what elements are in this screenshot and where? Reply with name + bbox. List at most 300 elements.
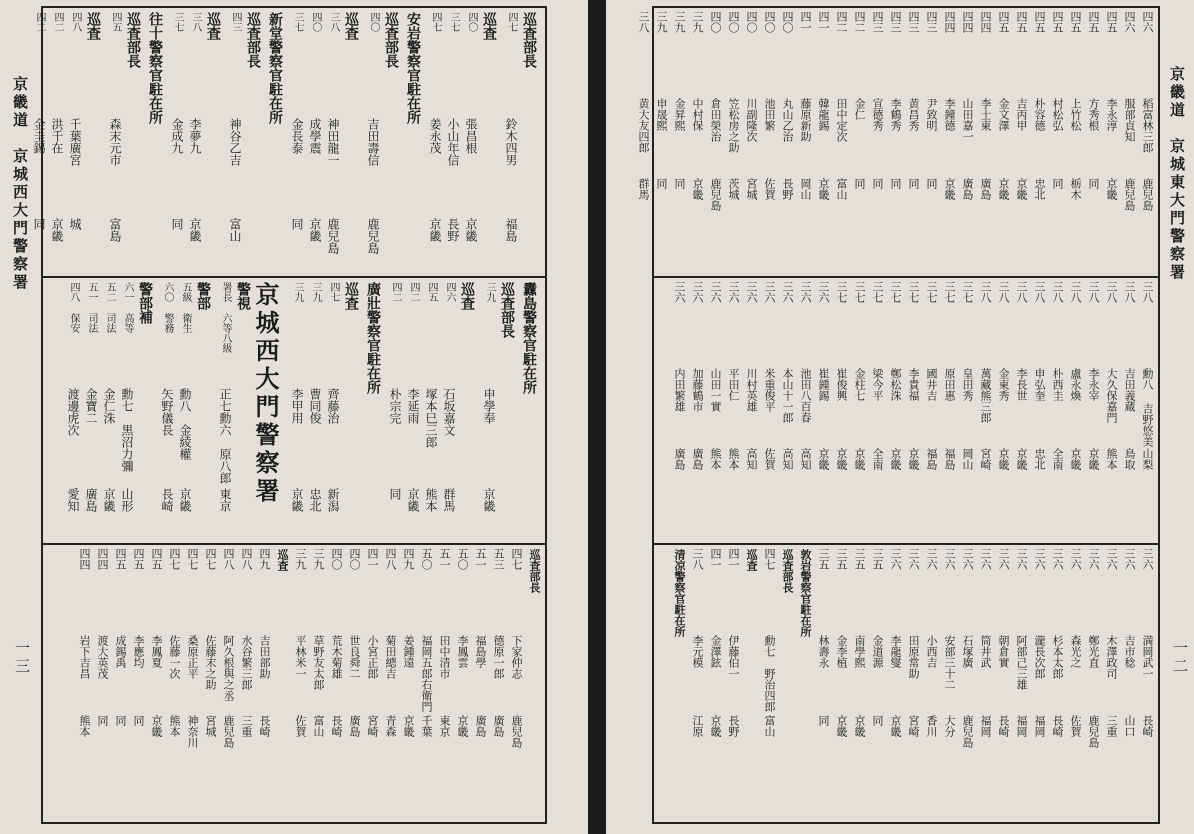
home-prefecture: 京畿: [997, 448, 1010, 470]
person-name: 森末元市: [108, 118, 122, 166]
age-number: 三七: [871, 281, 884, 303]
person-name: 金昇熙: [673, 98, 686, 131]
home-prefecture: 廣島: [961, 178, 974, 200]
age-number: 四二: [835, 11, 848, 33]
age-number: 三九: [294, 548, 307, 570]
person-name: 平林米一: [294, 635, 307, 679]
person-name: 田中定次: [835, 98, 848, 142]
home-prefecture: 廣島: [84, 488, 98, 512]
roster-entry: [472, 545, 487, 820]
person-name: 米重俊平: [763, 368, 776, 412]
heading-text: 京城西大門警察署: [251, 282, 280, 506]
person-name: 金文澤: [997, 98, 1010, 131]
person-name: 黄大友四郎: [637, 98, 650, 153]
age-number: 三七: [925, 281, 938, 303]
person-name: 金仁洙: [102, 388, 116, 424]
home-prefecture: 京畿: [464, 218, 478, 242]
roster-entry: [995, 8, 1010, 276]
person-name: 平田仁: [727, 368, 740, 401]
roster-entry: [1139, 278, 1154, 542]
roster-entry: [177, 278, 193, 542]
home-prefecture: 鹿兒島: [222, 715, 235, 748]
home-prefecture: 同: [853, 178, 866, 189]
person-name: 森光之: [1069, 635, 1082, 668]
home-prefecture: 全南: [871, 448, 884, 470]
age-number: 三八: [328, 12, 339, 32]
home-prefecture: 同: [889, 178, 902, 189]
section-heading: [365, 278, 385, 542]
roster-entry: [101, 278, 117, 542]
roster-entry: [779, 278, 794, 542]
roster-entry: [959, 545, 974, 820]
age-number: 三九: [655, 11, 668, 33]
age-number: 四七: [168, 548, 181, 570]
age-number: 三六: [817, 281, 830, 303]
home-prefecture: 同: [673, 178, 686, 189]
age-number: 四五: [132, 548, 145, 570]
age-number: 三六: [943, 548, 956, 570]
age-number: 四七: [506, 12, 517, 32]
roster-entry: [851, 8, 866, 276]
age-number: 四一: [799, 11, 812, 33]
age-number: 四〇: [330, 548, 343, 570]
person-name: 南學熙: [853, 635, 866, 668]
home-prefecture: 福島: [943, 448, 956, 470]
age-number: 四〇: [368, 12, 379, 32]
person-name: 川村英雄: [745, 368, 758, 412]
home-prefecture: 三重: [1105, 715, 1118, 737]
person-name: 金圭錫: [32, 118, 46, 154]
home-prefecture: 群馬: [637, 178, 650, 200]
roster-entry: [148, 545, 163, 820]
home-prefecture: 同: [388, 488, 402, 500]
roster-entry: [1085, 278, 1100, 542]
roster-entry: [310, 545, 325, 820]
home-prefecture: 長野: [781, 178, 794, 200]
margin-title: 京畿道 京城西大門警察署: [11, 76, 29, 292]
section-heading: [267, 8, 287, 276]
person-name: 金柱七: [853, 368, 866, 401]
home-prefecture: 福島: [925, 448, 938, 470]
roster-entry: [689, 545, 704, 820]
person-name: 矢野儀長: [160, 388, 174, 436]
roster-entry: [423, 278, 439, 542]
section-heading: [383, 8, 403, 276]
roster-entry: [1031, 8, 1046, 276]
home-prefecture: 群馬: [442, 488, 456, 512]
home-prefecture: 江原: [691, 715, 704, 737]
person-name: 金長泰: [290, 118, 304, 154]
home-prefecture: 全南: [1051, 448, 1064, 470]
person-name: 鈴木四男: [504, 118, 518, 166]
age-number: 四〇: [745, 11, 758, 33]
person-name: 水谷繁三郎: [240, 635, 253, 690]
home-prefecture: 京畿: [1015, 178, 1028, 200]
left-frame: [32, 6, 547, 824]
age-number: 四三: [925, 11, 938, 33]
section-heading: [137, 278, 157, 542]
home-prefecture: 廣島: [979, 178, 992, 200]
roster-entry: [941, 278, 956, 542]
person-name: 内田繁雄: [673, 368, 686, 412]
age-number: 三六: [1015, 548, 1028, 570]
person-name: 丸山乙治: [781, 98, 794, 142]
age-number: 四五: [1033, 11, 1046, 33]
roster-entry: [227, 8, 243, 276]
person-name: 齊藤治: [326, 388, 340, 424]
heading-text: 警部補: [137, 282, 153, 324]
age-number: 四七: [186, 548, 199, 570]
section-heading: [147, 8, 167, 276]
age-number: 三六: [745, 281, 758, 303]
person-name: 杉本太郎: [1051, 635, 1064, 679]
heading-text: 巡査部長: [125, 12, 141, 68]
age-number: 四一: [709, 548, 722, 570]
home-prefecture: 同: [290, 218, 304, 230]
left-page: [0, 0, 588, 834]
home-prefecture: 東京: [438, 715, 451, 737]
home-prefecture: 忠北: [308, 488, 322, 512]
home-prefecture: 京畿: [943, 178, 956, 200]
age-number: 三七: [853, 281, 866, 303]
home-prefecture: 京畿: [188, 218, 202, 242]
roster-entry: [1013, 8, 1028, 276]
roster-entry: [1067, 8, 1082, 276]
roster-entry: [400, 545, 415, 820]
person-name: 勳八 吉野悠美: [1141, 368, 1154, 447]
age-number: 三六: [763, 281, 776, 303]
roster-entry: [743, 278, 758, 542]
roster-entry: [289, 8, 305, 276]
person-name: 宣德秀: [871, 98, 884, 131]
home-prefecture: 鹿兒島: [366, 218, 380, 254]
roster-entry: [436, 545, 451, 820]
person-name: 福島學: [474, 635, 487, 668]
person-name: 吉田部助: [258, 635, 271, 679]
person-name: 岩下吉昌: [78, 635, 91, 679]
age-number: 四〇: [466, 12, 477, 32]
section-heading: [499, 278, 519, 542]
home-prefecture: 同: [925, 178, 938, 189]
age-number: 五〇: [456, 548, 469, 570]
home-prefecture: 山梨: [1141, 448, 1154, 470]
home-prefecture: 廣島: [474, 715, 487, 737]
roster-entry: [671, 8, 686, 276]
roster-entry: [1049, 545, 1064, 820]
home-prefecture: 廣島: [348, 715, 361, 737]
person-name: 筒井武: [979, 635, 992, 668]
roster-entry: [779, 8, 794, 276]
home-prefecture: 大分: [943, 715, 956, 737]
roster-entry: [94, 545, 109, 820]
heading-text: 巡査: [85, 12, 101, 40]
home-prefecture: 同: [32, 218, 46, 230]
home-prefecture: 栃木: [1069, 178, 1082, 200]
roster-entry: [508, 545, 523, 820]
roster-entry: [1085, 545, 1100, 820]
section-heading: [343, 278, 363, 542]
home-prefecture: 鹿兒島: [709, 178, 722, 211]
age-number: 三六: [1051, 548, 1064, 570]
age-number: 四一: [727, 548, 740, 570]
person-name: 申晟熙: [655, 98, 668, 131]
age-number: 三六: [1087, 548, 1100, 570]
person-name: 桑原正平: [186, 635, 199, 679]
roster-entry: [83, 278, 99, 542]
heading-text: 廣壯警察官駐在所: [365, 282, 381, 394]
heading-text: 巡査: [745, 549, 758, 571]
age-number: 四五: [110, 12, 121, 32]
home-prefecture: 佐賀: [1069, 715, 1082, 737]
roster-entry: [707, 278, 722, 542]
roster-entry: [977, 278, 992, 542]
heading-text: 巡査: [459, 282, 475, 310]
age-number: 四五: [1069, 11, 1082, 33]
roster-entry: [418, 545, 433, 820]
section-heading: [245, 8, 265, 276]
person-name: 勳七 黒沼力彌: [120, 388, 134, 472]
heading-text: 巡査: [343, 12, 359, 40]
person-name: 渡大英茂: [96, 635, 109, 679]
section-heading: [195, 278, 215, 542]
roster-entry: [635, 8, 650, 276]
heading-text: 巡査: [481, 12, 497, 40]
roster-entry: [725, 8, 740, 276]
left-bottom-section: [43, 545, 545, 820]
age-number: 三六: [691, 281, 704, 303]
person-name: 川副隆次: [745, 98, 758, 142]
person-name: 正七勳六 原八郎: [218, 388, 232, 484]
age-number: 三六: [781, 281, 794, 303]
home-prefecture: 富山: [312, 715, 325, 737]
person-name: 金東秀: [997, 368, 1010, 401]
section-heading: [521, 8, 541, 276]
home-prefecture: 三重: [240, 715, 253, 737]
home-prefecture: 長崎: [160, 488, 174, 512]
person-name: 李延雨: [406, 388, 420, 424]
age-number: 三六: [907, 548, 920, 570]
section-heading: [526, 545, 541, 820]
home-prefecture: 京畿: [456, 715, 469, 737]
person-name: 稻富林三郎: [1141, 98, 1154, 153]
person-name: 村松弘: [1051, 98, 1064, 131]
home-prefecture: 忠北: [1033, 178, 1046, 200]
home-prefecture: 岡山: [961, 448, 974, 470]
home-prefecture: 京畿: [1069, 448, 1082, 470]
age-number: 四三: [907, 11, 920, 33]
home-prefecture: 京畿: [853, 448, 866, 470]
age-number: 四〇: [781, 11, 794, 33]
roster-entry: [761, 545, 776, 820]
home-prefecture: 岡山: [799, 178, 812, 200]
home-prefecture: 佐賀: [294, 715, 307, 737]
person-name: 盧永煥: [1069, 368, 1082, 401]
roster-entry: [833, 8, 848, 276]
age-number: 四九: [402, 548, 415, 570]
roster-entry: [405, 278, 421, 542]
roster-entry: [130, 545, 145, 820]
age-number: 四一: [366, 548, 379, 570]
section-heading: [481, 8, 501, 276]
home-prefecture: 新潟: [326, 488, 340, 512]
person-name: 姜永茂: [428, 118, 442, 154]
roster-entry: [346, 545, 361, 820]
age-number: 三八: [1069, 281, 1082, 303]
section-heading: [779, 545, 794, 820]
heading-text: 新堂警察官駐在所: [267, 12, 283, 124]
person-name: 金李植: [835, 635, 848, 668]
age-number: 三八: [691, 548, 704, 570]
home-prefecture: 鹿兒島: [510, 715, 523, 748]
age-number: 四三: [230, 12, 241, 32]
roster-entry: [851, 278, 866, 542]
home-prefecture: 京畿: [1087, 448, 1100, 470]
person-name: 世良舜二: [348, 635, 361, 679]
age-number: 六〇 警務: [162, 282, 173, 333]
person-name: 千葉廣宮: [68, 118, 82, 166]
home-prefecture: 福島: [504, 218, 518, 242]
person-name: 大久保嘉門: [1105, 368, 1118, 423]
person-name: 藤原新助: [799, 98, 812, 142]
age-number: 三七: [907, 281, 920, 303]
section-heading: [521, 278, 541, 542]
roster-entry: [905, 8, 920, 276]
roster-entry: [833, 545, 848, 820]
person-name: 菊田總吉: [384, 635, 397, 679]
person-name: 田中清市: [438, 635, 451, 679]
section-heading: [459, 278, 479, 542]
age-number: 四一: [817, 11, 830, 33]
person-name: 李甲用: [290, 388, 304, 424]
person-name: 福岡五郎右衛門: [420, 635, 433, 712]
heading-text: 巡査: [343, 282, 359, 310]
age-number: 三六: [889, 548, 902, 570]
person-name: 勳八 金綾權: [178, 388, 192, 460]
heading-text: 巡査: [205, 12, 221, 40]
roster-entry: [166, 545, 181, 820]
home-prefecture: 廣島: [492, 715, 505, 737]
heading-text: 清凉警察官駐在所: [673, 549, 686, 637]
home-prefecture: 佐賀: [763, 178, 776, 200]
roster-entry: [833, 278, 848, 542]
person-name: 李長世: [1015, 368, 1028, 401]
age-number: 四〇: [310, 12, 321, 32]
heading-text: 巡査: [276, 549, 289, 571]
roster-entry: [1013, 278, 1028, 542]
home-prefecture: 同: [871, 715, 884, 726]
roster-entry: [1067, 278, 1082, 542]
home-prefecture: 同: [1051, 178, 1064, 189]
person-name: 金成九: [170, 118, 184, 154]
age-number: 三八: [1087, 281, 1100, 303]
age-number: 三六: [1105, 548, 1118, 570]
age-number: 四四: [943, 11, 956, 33]
person-name: 李永宰: [1087, 368, 1100, 401]
age-number: 四五: [997, 11, 1010, 33]
age-number: 四五: [1105, 11, 1118, 33]
person-name: 荒木菊雄: [330, 635, 343, 679]
roster-entry: [725, 278, 740, 542]
section-heading: [274, 545, 289, 820]
section-heading: [205, 8, 225, 276]
age-number: 四二: [390, 282, 401, 302]
roster-entry: [1031, 545, 1046, 820]
roster-entry: [238, 545, 253, 820]
age-number: 四〇: [763, 11, 776, 33]
age-number: 四五: [150, 548, 163, 570]
roster-entry: [887, 545, 902, 820]
roster-entry: [1067, 545, 1082, 820]
person-name: 洪千在: [50, 118, 64, 154]
age-number: 三七: [943, 281, 956, 303]
age-number: 三六: [1141, 548, 1154, 570]
age-number: 六一 高等: [122, 282, 133, 333]
roster-entry: [923, 545, 938, 820]
person-name: 李鳳雲: [456, 635, 469, 668]
age-number: 署長 六等八級: [220, 282, 231, 353]
person-name: 本山十一郎: [781, 368, 794, 423]
heading-text: 安岩警察官駐在所: [405, 12, 421, 124]
roster-entry: [365, 8, 381, 276]
home-prefecture: 神奈川: [186, 715, 199, 748]
section-heading: [343, 8, 363, 276]
person-name: 鄭松洙: [889, 368, 902, 401]
roster-entry: [995, 545, 1010, 820]
age-number: 四六: [1123, 11, 1136, 33]
person-name: 申弘奎: [1033, 368, 1046, 401]
person-name: 成學震: [308, 118, 322, 154]
person-name: 加藤鶴市: [691, 368, 704, 412]
roster-entry: [307, 278, 323, 542]
person-name: 鄭光直: [1087, 635, 1100, 668]
age-number: 四八: [70, 12, 81, 32]
home-prefecture: 鹿兒島: [961, 715, 974, 748]
age-number: 三八: [979, 281, 992, 303]
roster-entry: [815, 278, 830, 542]
home-prefecture: 佐賀: [763, 448, 776, 470]
age-number: 五一: [474, 548, 487, 570]
roster-entry: [941, 545, 956, 820]
home-prefecture: 千葉: [420, 715, 433, 737]
roster-entry: [325, 278, 341, 542]
roster-entry: [869, 545, 884, 820]
person-name: 満岡武一: [1141, 635, 1154, 679]
person-name: 崔俊興: [835, 368, 848, 401]
person-name: 朴容德: [1033, 98, 1046, 131]
home-prefecture: 鹿兒島: [1087, 715, 1100, 748]
left-middle-section: [43, 278, 545, 542]
home-prefecture: 宮崎: [366, 715, 379, 737]
section-heading: [85, 8, 105, 276]
person-name: 崔鍾錫: [817, 368, 830, 401]
person-name: 李龍燮: [889, 635, 902, 668]
home-prefecture: 京畿: [997, 178, 1010, 200]
home-prefecture: 京畿: [889, 715, 902, 737]
person-name: 塚本巳三郎: [424, 388, 438, 448]
roster-entry: [905, 545, 920, 820]
person-name: 曹同俊: [308, 388, 322, 424]
age-number: 四七: [510, 548, 523, 570]
age-number: 四七: [430, 12, 441, 32]
home-prefecture: 京畿: [406, 488, 420, 512]
person-name: 石塚廣: [961, 635, 974, 668]
heading-text: 巡査部長: [245, 12, 261, 68]
home-prefecture: 長崎: [1051, 715, 1064, 737]
person-name: 神谷乙吉: [228, 118, 242, 166]
roster-entry: [707, 545, 722, 820]
roster-entry: [382, 545, 397, 820]
home-prefecture: 富山: [835, 178, 848, 200]
